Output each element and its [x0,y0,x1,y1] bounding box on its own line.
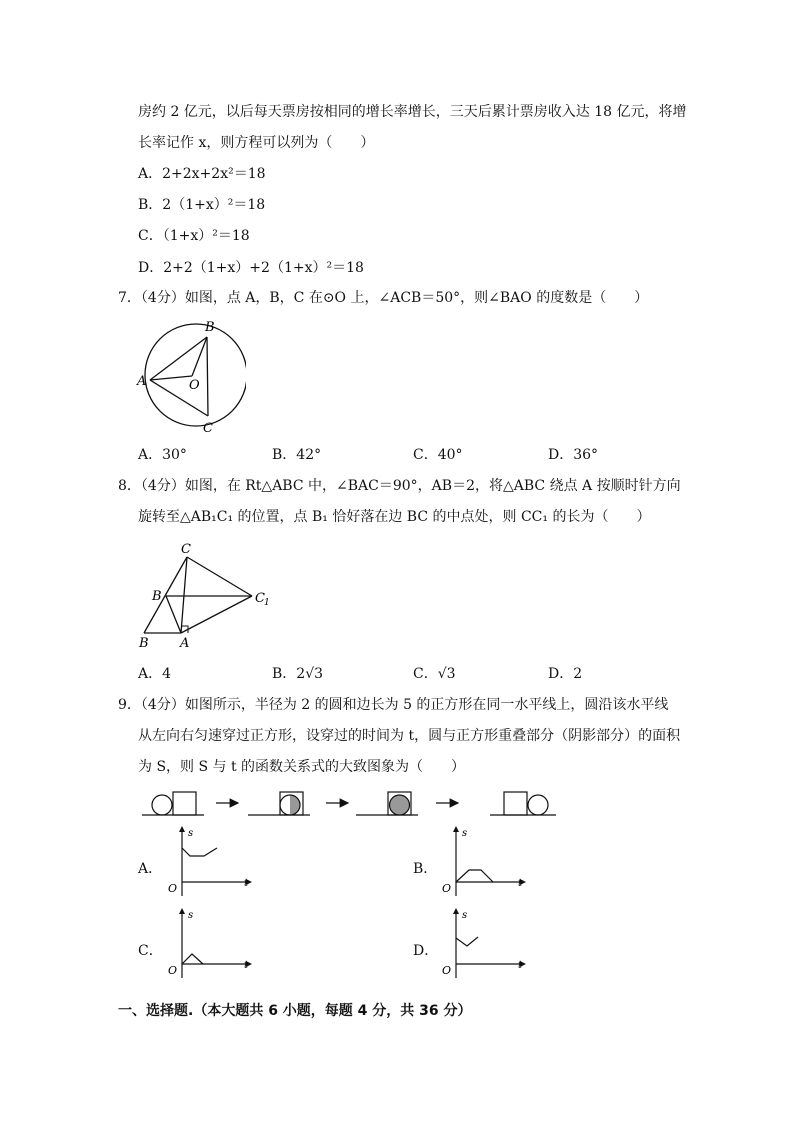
q6-text-line-2: 长率记作 x，则方程可以列为（ ） [138,135,375,151]
q9-graph-a-t-label: t [244,878,249,889]
section-heading: 一、选择题.（本大题共 6 小题，每题 4 分，共 36 分） [118,1003,472,1019]
q9-graph-d [436,908,526,982]
q7-option-d: D．36° [548,447,599,463]
q7-stem: 7．（4分）如图，点 A，B，C 在⊙O 上，∠ACB＝50°，则∠BAO 的度数是（ ） [118,290,649,306]
q7-label-o: O [189,378,200,393]
q9-stem-line-3: 为 S，则 S 与 t 的函数关系式的大致图象为（ ） [138,759,466,775]
q7-label-b: B [205,320,215,335]
q7-label-c: C [203,421,213,436]
svg-text:1: 1 [264,598,270,608]
q7-option-c: C．40° [413,447,463,463]
q6-option-d: D．2+2（1+x）+2（1+x）²＝18 [138,260,364,276]
q9-graph-b-t-label: t [518,878,523,889]
q9-graph-b-s-label: s [462,828,468,839]
q8-option-b: B．2√3 [272,666,324,682]
q8-label-b: B [139,636,149,651]
q6-option-a: A．2+2x+2x²＝18 [138,166,266,182]
q9-stem-line-2: 从左向右匀速穿过正方形，设穿过的时间为 t，圆与正方形重叠部分（阴影部分）的面积 [138,728,681,744]
q9-option-a: A． [138,861,163,877]
q7-option-b: B．42° [272,447,322,463]
q7-label-a: A [137,374,147,389]
q7-circle-figure [136,318,246,438]
q8-label-a: A [180,636,190,651]
q9-option-d: D． [413,943,439,959]
q7-option-a: A．30° [138,447,187,463]
q9-graph-d-t-label: t [518,960,523,971]
q9-graph-b [436,826,526,900]
q6-text-line-1: 房约 2 亿元，以后每天票房按相同的增长率增长，三天后累计票房收入达 18 亿元，将增 [138,104,687,120]
q9-graph-d-o-label: O [442,964,452,977]
q9-motion-sequence-figure [138,788,568,824]
q9-stem-line-1: 9．（4分）如图所示，半径为 2 的圆和边长为 5 的正方形在同一水平线上，圆沿该水平线 [118,697,669,713]
q9-graph-c-s-label: s [188,910,194,921]
q8-option-a: A．4 [138,666,172,682]
q8-option-d: D．2 [548,666,583,682]
q8-option-c: C．√3 [413,666,456,682]
q8-label-b1: B [152,589,162,604]
q9-graph-b-o-label: O [442,882,452,895]
q9-graph-a-o-label: O [168,882,178,895]
q9-option-c: C． [138,943,163,959]
q9-graph-c [162,908,252,982]
q6-option-c: C．（1+x）²＝18 [138,228,250,244]
q8-stem-line-1: 8．（4分）如图，在 Rt△ABC 中，∠BAC＝90°，AB＝2，将△ABC 绕点 A 按顺时针方向 [118,478,681,494]
q8-label-c1: C [255,591,265,606]
q8-label-c: C [181,542,191,557]
q8-triangle-figure [136,540,276,652]
q9-graph-a-s-label: s [188,828,194,839]
q9-graph-c-t-label: t [244,960,249,971]
q9-graph-c-o-label: O [168,964,178,977]
q8-stem-line-2: 旋转至△AB₁C₁ 的位置，点 B₁ 恰好落在边 BC 的中点处，则 CC₁ 的长为（ ） [138,509,651,525]
q6-option-b: B．2（1+x）²＝18 [138,197,266,213]
q9-graph-a [162,826,252,900]
q9-graph-d-s-label: s [462,910,468,921]
q9-option-b: B． [413,861,438,877]
